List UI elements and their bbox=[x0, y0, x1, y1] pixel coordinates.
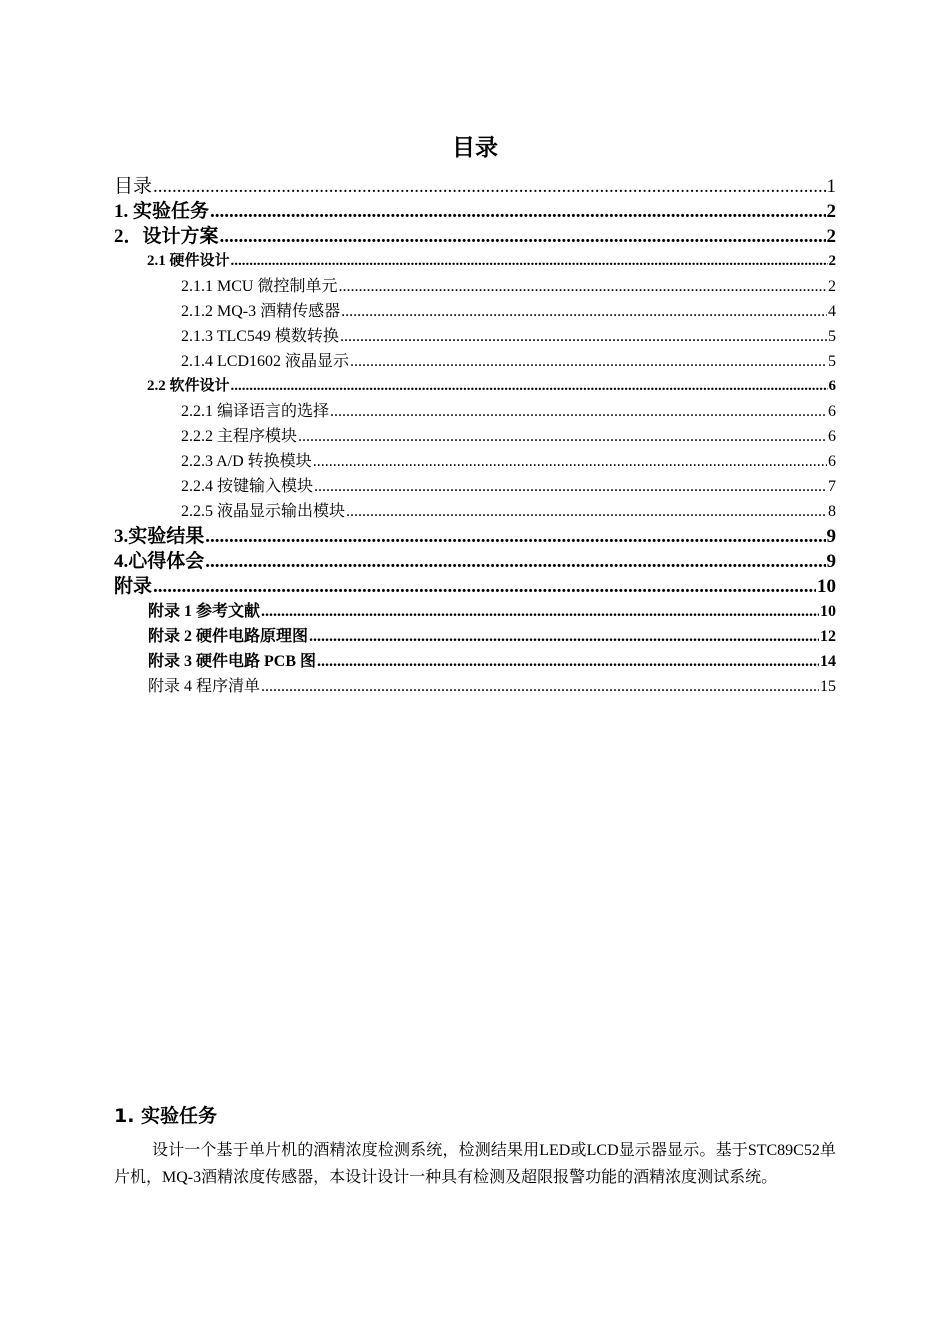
toc-page-number: 6 bbox=[828, 453, 836, 470]
toc-page-number: 5 bbox=[828, 328, 836, 345]
toc-entry-label: 目录 bbox=[114, 176, 153, 197]
toc-page-number: 9 bbox=[826, 526, 836, 547]
toc-leader-dots bbox=[261, 599, 819, 624]
toc-leader-dots bbox=[309, 624, 819, 649]
toc-entry-label: 3.实验结果 bbox=[114, 526, 205, 547]
toc-title: 目录 bbox=[452, 135, 498, 161]
toc-entry[interactable] bbox=[114, 174, 836, 199]
toc-leader-dots bbox=[231, 249, 828, 274]
toc-entry[interactable] bbox=[114, 224, 836, 249]
section-heading: 1. 实验任务 bbox=[114, 1105, 218, 1127]
toc-page-number: 14 bbox=[820, 653, 836, 670]
toc-entry[interactable] bbox=[114, 424, 836, 449]
toc-entry[interactable] bbox=[114, 549, 836, 574]
toc-entry-label: 附录 1 参考文献 bbox=[148, 603, 261, 620]
toc-page-number: 10 bbox=[817, 576, 836, 597]
toc-entry[interactable] bbox=[114, 599, 836, 624]
toc-leader-dots bbox=[298, 424, 827, 449]
toc-leader-dots bbox=[314, 474, 827, 499]
toc-page-number: 2 bbox=[826, 201, 836, 222]
toc-entry[interactable] bbox=[114, 399, 836, 424]
toc-page-number: 6 bbox=[828, 403, 836, 420]
toc-entry-label: 2.1.4 LCD1602 液晶显示 bbox=[181, 353, 350, 370]
toc-entry-label: 附录 4 程序清单 bbox=[148, 678, 261, 695]
table-of-contents bbox=[114, 174, 836, 699]
toc-page-number: 5 bbox=[828, 353, 836, 370]
toc-leader-dots bbox=[350, 349, 827, 374]
toc-entry-label: 2.2.4 按键输入模块 bbox=[181, 478, 314, 495]
toc-entry-label: 4.心得体会 bbox=[114, 551, 205, 572]
toc-leader-dots bbox=[317, 649, 819, 674]
toc-entry[interactable] bbox=[114, 274, 836, 299]
toc-page-number: 12 bbox=[820, 628, 836, 645]
toc-entry[interactable] bbox=[114, 624, 836, 649]
toc-entry-label: 2.2 软件设计 bbox=[147, 378, 230, 394]
body-paragraph: 设计一个基于单片机的酒精浓度检测系统，检测结果用LED或LCD显示器显示。基于STC89C52单片机，MQ-3酒精浓度传感器，本设计设计一种具有检测及超限报警功能的酒精浓度测试系统。 bbox=[114, 1142, 836, 1186]
toc-leader-dots bbox=[261, 674, 819, 699]
toc-leader-dots bbox=[231, 374, 828, 399]
toc-leader-dots bbox=[205, 549, 825, 574]
toc-entry-label: 附录 bbox=[114, 576, 153, 597]
toc-page-number: 15 bbox=[820, 678, 836, 695]
toc-page-number: 10 bbox=[820, 603, 836, 620]
toc-entry[interactable] bbox=[114, 324, 836, 349]
toc-entry-label: 附录 3 硬件电路 PCB 图 bbox=[148, 653, 317, 670]
toc-leader-dots bbox=[205, 524, 825, 549]
toc-entry[interactable] bbox=[114, 524, 836, 549]
toc-leader-dots bbox=[153, 174, 825, 199]
toc-entry-label: 2.1.2 MQ-3 酒精传感器 bbox=[181, 303, 341, 320]
toc-entry-label: 2.1.3 TLC549 模数转换 bbox=[181, 328, 339, 345]
toc-leader-dots bbox=[313, 449, 827, 474]
toc-page-number: 2 bbox=[826, 226, 836, 247]
toc-entry[interactable] bbox=[114, 574, 836, 599]
toc-leader-dots bbox=[330, 399, 827, 424]
toc-entry-label: 1. 实验任务 bbox=[114, 201, 210, 222]
toc-entry[interactable] bbox=[114, 649, 836, 674]
toc-entry[interactable] bbox=[114, 449, 836, 474]
toc-entry[interactable] bbox=[114, 349, 836, 374]
toc-entry[interactable] bbox=[114, 374, 836, 399]
toc-entry[interactable] bbox=[114, 499, 836, 524]
toc-entry[interactable] bbox=[114, 299, 836, 324]
toc-entry-label: 2.2.5 液晶显示输出模块 bbox=[181, 503, 346, 520]
toc-page-number: 4 bbox=[828, 303, 836, 320]
toc-leader-dots bbox=[210, 199, 825, 224]
toc-entry-label: 2.2.2 主程序模块 bbox=[181, 428, 298, 445]
toc-entry[interactable] bbox=[114, 249, 836, 274]
toc-leader-dots bbox=[220, 224, 826, 249]
toc-entry-label: 2．设计方案 bbox=[114, 226, 219, 247]
toc-entry-label: 2.2.3 A/D 转换模块 bbox=[181, 453, 312, 470]
toc-entry[interactable] bbox=[114, 474, 836, 499]
toc-leader-dots bbox=[341, 299, 827, 324]
toc-leader-dots bbox=[346, 499, 827, 524]
toc-page-number: 2 bbox=[828, 253, 836, 269]
toc-page-number: 2 bbox=[828, 278, 836, 295]
toc-page-number: 1 bbox=[826, 176, 836, 197]
toc-page-number: 6 bbox=[828, 428, 836, 445]
toc-leader-dots bbox=[340, 324, 827, 349]
toc-entry[interactable] bbox=[114, 199, 836, 224]
toc-entry-label: 2.1.1 MCU 微控制单元 bbox=[181, 278, 338, 295]
toc-entry-label: 2.2.1 编译语言的选择 bbox=[181, 403, 330, 420]
toc-page-number: 6 bbox=[828, 378, 836, 394]
toc-leader-dots bbox=[153, 574, 816, 599]
toc-leader-dots bbox=[338, 274, 827, 299]
toc-page-number: 8 bbox=[828, 503, 836, 520]
toc-entry[interactable] bbox=[114, 674, 836, 699]
toc-entry-label: 附录 2 硬件电路原理图 bbox=[148, 628, 309, 645]
toc-page-number: 7 bbox=[828, 478, 836, 495]
toc-page-number: 9 bbox=[826, 551, 836, 572]
toc-entry-label: 2.1 硬件设计 bbox=[147, 253, 230, 269]
